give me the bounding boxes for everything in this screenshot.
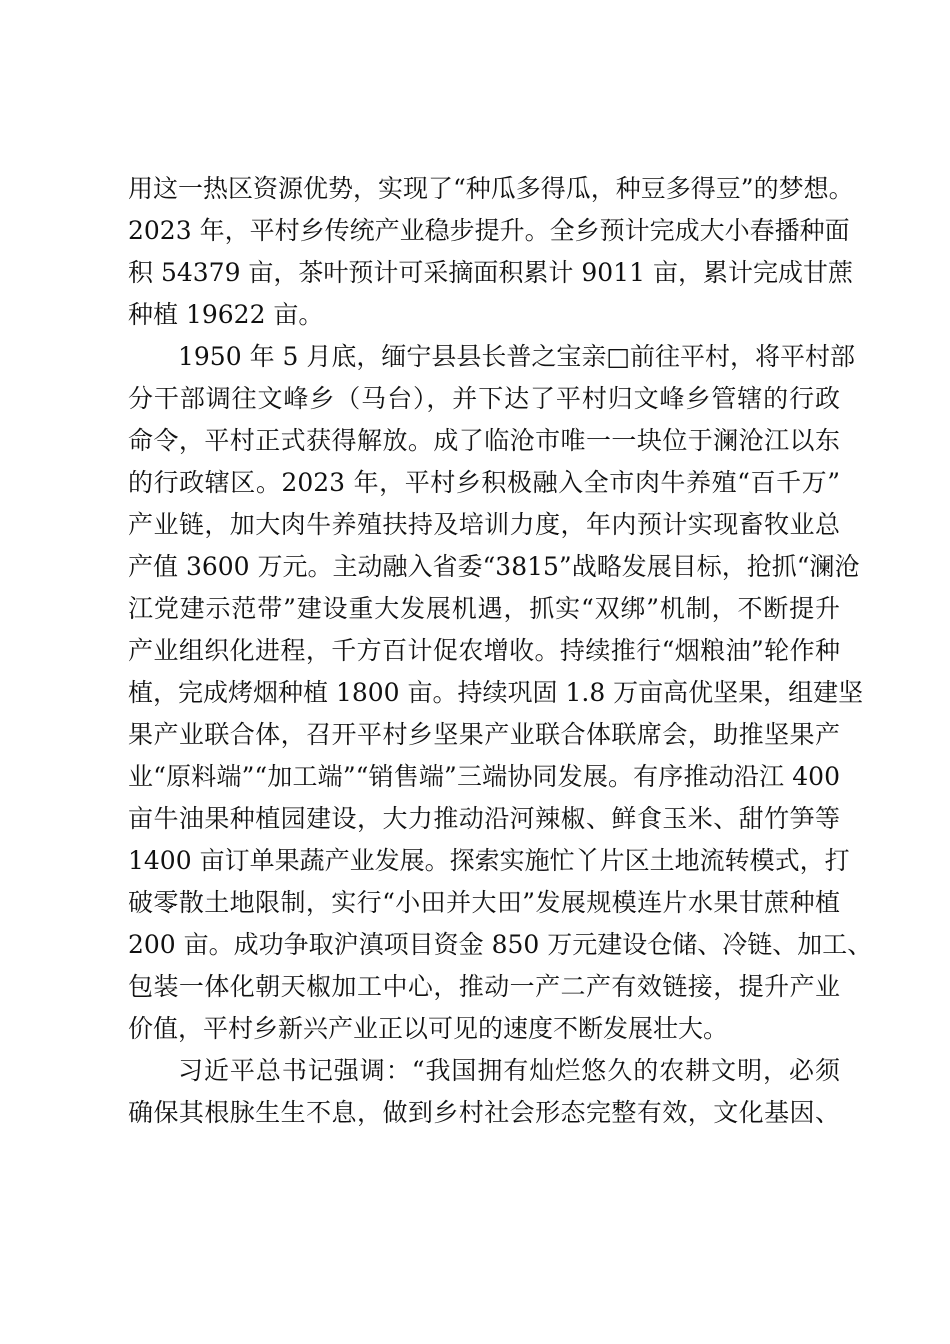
paragraph-2-line-7: 江党建示范带”建设重大发展机遇，抓实“双绑”机制，不断提升 [128,594,840,623]
paragraph-2-line-4: 的行政辖区。2023 年，平村乡积极融入全市肉牛养殖“百千万” [128,468,840,497]
paragraph-2-line-15: 200 亩。成功争取沪滇项目资金 850 万元建设仓储、冷链、加工、 [128,930,873,959]
paragraph-2-line-6: 产值 3600 万元。主动融入省委“3815”战略发展目标，抢抓“澜沧 [128,552,860,581]
paragraph-2-line-17: 价值，平村乡新兴产业正以可见的速度不断发展壮大。 [128,1014,729,1043]
paragraph-1-line-1: 用这一热区资源优势，实现了“种瓜多得瓜，种豆多得豆”的梦想。 [128,174,854,203]
paragraph-3-line-1: 习近平总书记强调：“我国拥有灿烂悠久的农耕文明，必须 [178,1056,840,1085]
paragraph-2-line-1: 1950 年 5 月底，缅宁县县长普之宝亲□前往平村，将平村部 [178,342,855,371]
paragraph-2-line-9: 植，完成烤烟种植 1800 亩。持续巩固 1.8 万亩高优坚果，组建坚 [128,678,864,707]
body-text [128,168,873,1134]
paragraph-2-line-14: 破零散土地限制，实行“小田并大田”发展规模连片水果甘蔗种植 [128,888,840,917]
paragraph-1-line-3: 积 54379 亩，茶叶预计可采摘面积累计 9011 亩，累计完成甘蔗 [128,258,853,287]
paragraph-1-line-2: 2023 年，平村乡传统产业稳步提升。全乡预计完成大小春播种面 [128,216,850,245]
paragraph-2-line-3: 命令，平村正式获得解放。成了临沧市唯一一块位于澜沧江以东 [128,426,840,455]
paragraph-2-line-11: 业“原料端”“加工端”“销售端”三端协同发展。有序推动沿江 400 [128,762,840,791]
paragraph-1 [128,168,854,336]
paragraph-2-line-5: 产业链，加大肉牛养殖扶持及培训力度，年内预计实现畜牧业总 [128,510,840,539]
paragraph-3-line-2: 确保其根脉生生不息，做到乡村社会形态完整有效，文化基因、 [128,1098,840,1127]
paragraph-2-line-10: 果产业联合体，召开平村乡坚果产业联合体联席会，助推坚果产 [128,720,840,749]
paragraph-1-line-4: 种植 19622 亩。 [128,300,324,329]
paragraph-2-line-2: 分干部调往文峰乡（马台），并下达了平村归文峰乡管辖的行政 [128,384,840,413]
paragraph-2 [128,336,873,1050]
paragraph-3 [128,1050,840,1134]
paragraph-2-line-8: 产业组织化进程，千方百计促农增收。持续推行“烟粮油”轮作种 [128,636,840,665]
paragraph-2-line-13: 1400 亩订单果蔬产业发展。探索实施忙丫片区土地流转模式，打 [128,846,850,875]
paragraph-2-line-16: 包装一体化朝天椒加工中心，推动一产二产有效链接，提升产业 [128,972,840,1001]
paragraph-2-line-12: 亩牛油果种植园建设，大力推动沿河辣椒、鲜食玉米、甜竹笋等 [128,804,840,833]
